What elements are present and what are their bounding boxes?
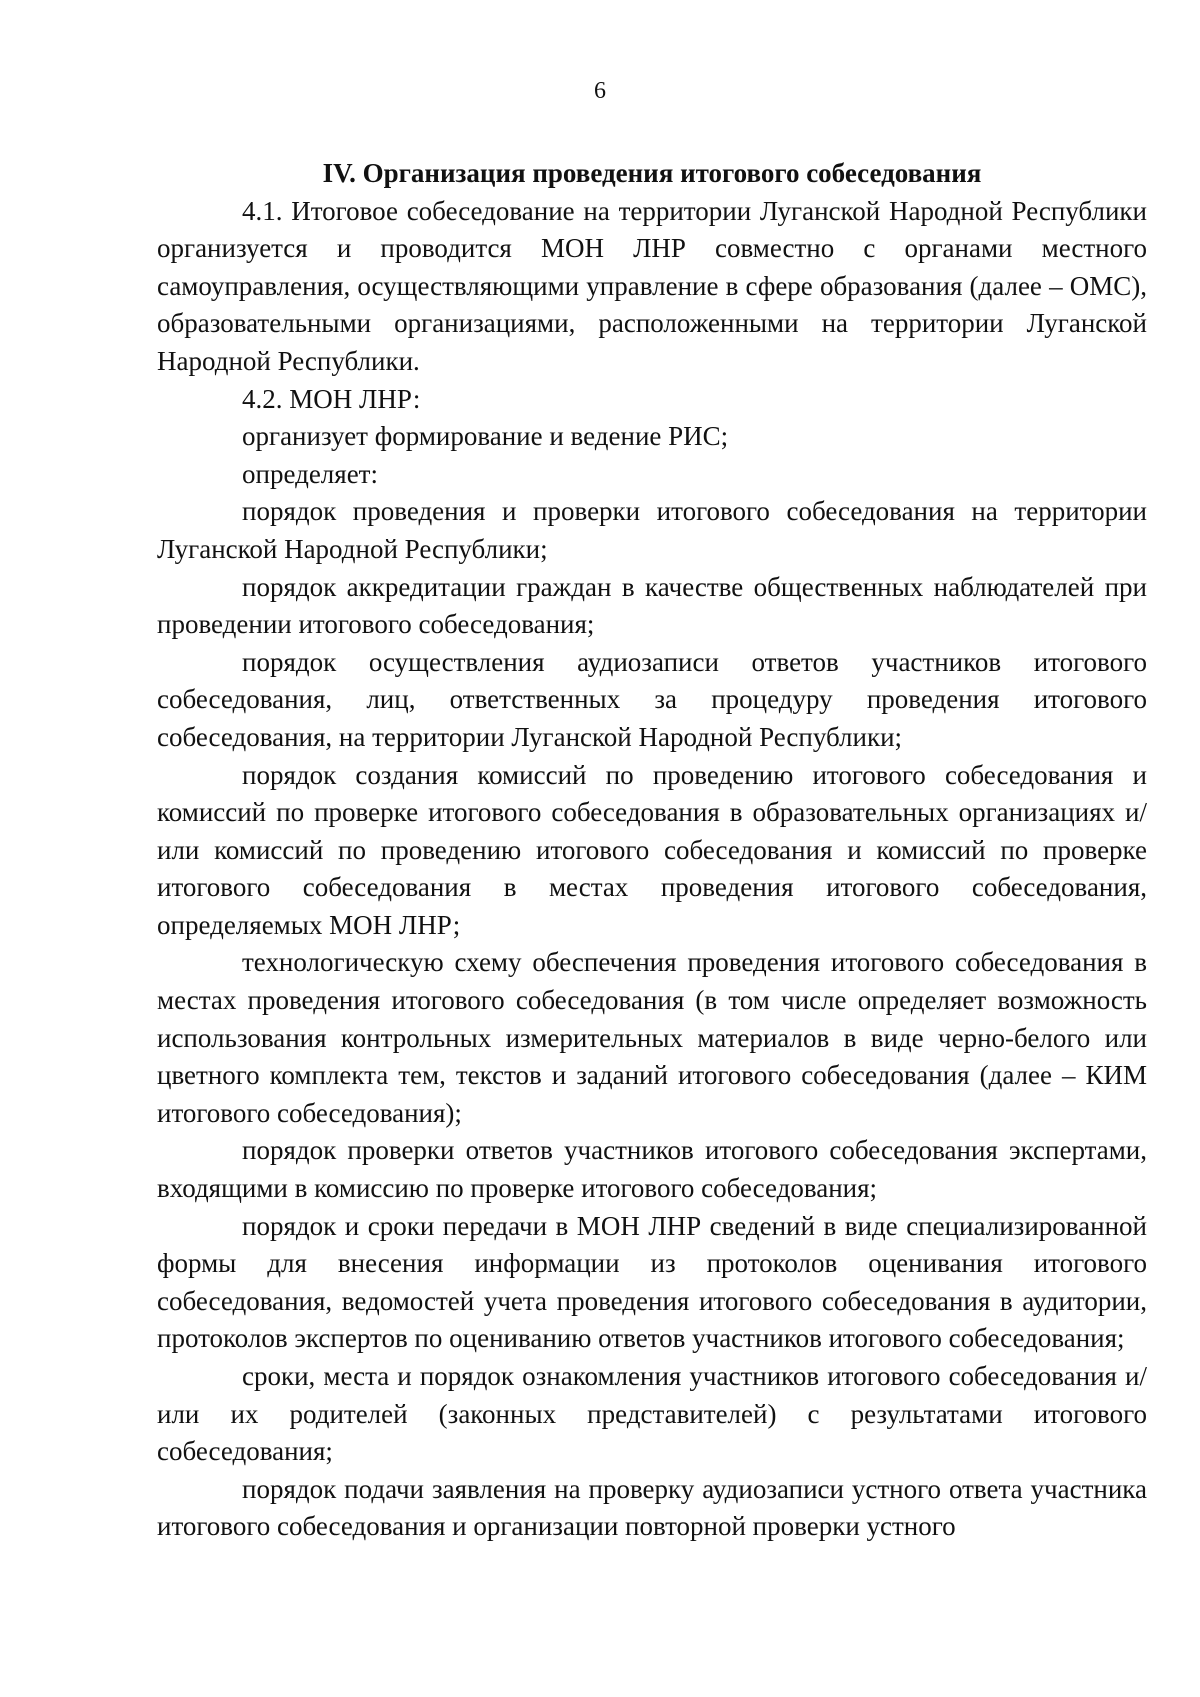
paragraph-4-1: 4.1. Итоговое собеседование на территории Луганской Народной Республики организуется и проводится МОН ЛНР совместно с органами местного самоуправления, осуществляющими управление в сфере образования (далее – ОМС), образовательными организациями, расположенными на территории Луганской Народной Республики. xyxy=(157,195,1147,376)
paragraph-procedure-conduct: порядок проведения и проверки итогового собеседования на территории Луганской Народной Республики; xyxy=(157,496,1147,564)
paragraph-results-familiarization: сроки, места и порядок ознакомления участников итогового собеседования и/или их родителей (законных представителей) с результатами итогового собеседования; xyxy=(157,1361,1147,1467)
paragraph-determines: определяет: xyxy=(242,458,378,489)
paragraph-answer-check: порядок проверки ответов участников итогового собеседования экспертами, входящими в комиссию по проверке итогового собеседования; xyxy=(157,1135,1147,1204)
paragraph-technological-scheme: технологическую схему обеспечения проведения итогового собеседования в местах проведения итогового собеседования (в том числе определяет возможность использования контрольных измерительных материалов в виде черно-белого или цветного комплекта тем, текстов и заданий итогового собеседования (далее – КИМ итогового собеседования); xyxy=(157,947,1147,1128)
paragraph-audio-recording: порядок осуществления аудиозаписи ответов участников итогового собеседования, лиц, ответственных за процедуру проведения итогового собеседования, на территории Луганской Народной Республики; xyxy=(157,646,1147,752)
paragraph-commissions: порядок создания комиссий по проведению итогового собеседования и комиссий по проверке итогового собеседования в образовательных организациях и/или комиссий по проведению итогового собеседования и комиссий по проверке итогового собеседования в местах проведения итогового собеседования, определяемых МОН ЛНР; xyxy=(157,759,1147,940)
page-number: 6 xyxy=(594,78,606,104)
paragraph-appeal: порядок подачи заявления на проверку аудиозаписи устного ответа участника итогового собеседования и организации повторной проверки устного xyxy=(157,1473,1147,1542)
paragraph-ris: организует формирование и ведение РИС; xyxy=(242,421,729,452)
page-body xyxy=(157,155,1147,1546)
paragraph-data-transfer: порядок и сроки передачи в МОН ЛНР сведений в виде специализированной формы для внесения информации из протоколов оценивания итогового собеседования, ведомостей учета проведения итогового собеседования в аудитории, протоколов экспертов по оцениванию ответов участников итогового собеседования; xyxy=(157,1210,1147,1354)
paragraph-4-2: 4.2. МОН ЛНР: xyxy=(242,383,421,414)
paragraph-accreditation: порядок аккредитации граждан в качестве общественных наблюдателей при проведении итогового собеседования; xyxy=(157,571,1147,640)
section-heading: IV. Организация проведения итогового собеседования xyxy=(322,158,982,188)
